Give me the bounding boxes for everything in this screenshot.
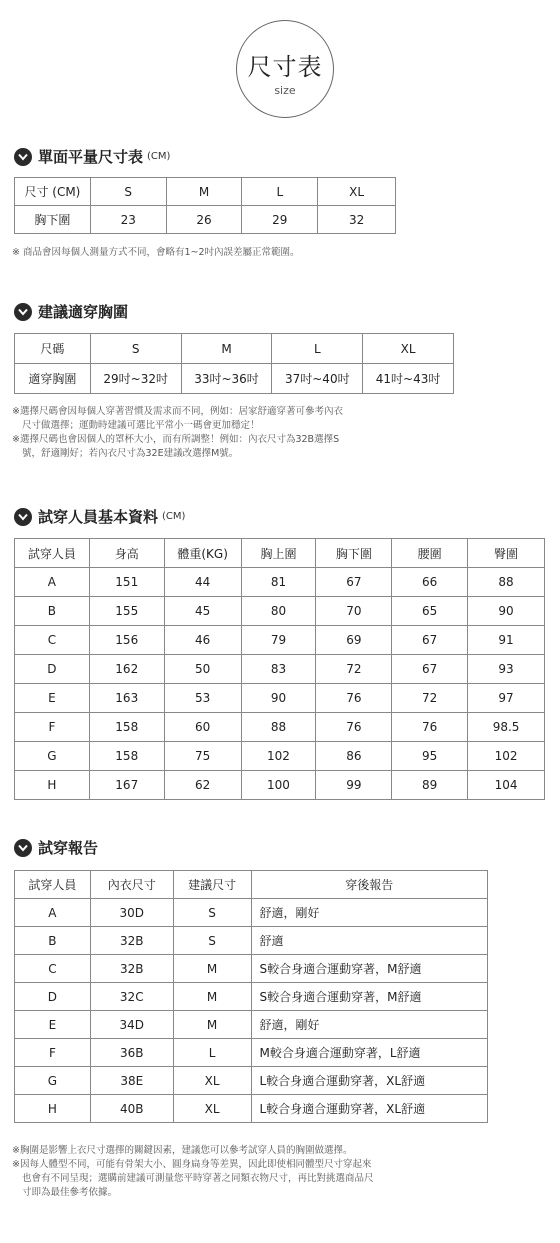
chevron-down-icon [14,508,32,526]
table-cell: 34D [90,1011,173,1039]
chevron-down-icon [14,839,32,857]
section1-note [12,246,300,260]
table-cell: 內衣尺寸 [90,871,173,899]
table-cell: S較合身適合運動穿著，M舒適 [251,983,488,1011]
table-cell: 99 [316,771,392,800]
table-cell: 70 [316,597,392,626]
table-cell: 67 [316,568,392,597]
table-cell: 81 [241,568,316,597]
table-cell: 88 [241,713,316,742]
table-row [15,684,545,713]
table-row [15,771,545,800]
table-cell: 90 [468,597,545,626]
note-line: 尺寸做選擇；運動時建議可選比平常小一碼會更加穩定！ [22,420,260,431]
table-cell: 30D [90,899,173,927]
table-cell: A [15,568,90,597]
table-cell: 46 [164,626,241,655]
recommended-bust-table [14,333,454,394]
section4-note [12,1144,374,1200]
table-cell: 60 [164,713,241,742]
table-cell: L [173,1039,251,1067]
table-cell: 86 [316,742,392,771]
table-row [15,1011,488,1039]
table-cell: 158 [89,742,164,771]
table-cell: 90 [241,684,316,713]
table-cell: L [272,334,363,364]
table-cell: S [173,899,251,927]
table-cell: 167 [89,771,164,800]
table-row [15,899,488,927]
table-cell: 23 [90,206,166,234]
table-cell: M [181,334,272,364]
note-line: 也會有不同呈現；選購前建議可測量您平時穿著之同類衣物尺寸，再比對挑選商品尺 [22,1173,374,1184]
note-line: ※胸圍是影響上衣尺寸選擇的關鍵因素，建議您可以參考試穿人員的胸圍做選擇。 [12,1145,353,1156]
size-header-badge [236,20,334,118]
table-cell: 舒適，剛好 [251,899,488,927]
table-row [15,983,488,1011]
table-cell: 尺寸 (CM) [15,178,91,206]
table-row [15,1067,488,1095]
page-title: 尺寸表 [247,53,323,81]
table-cell: M [173,1011,251,1039]
fit-report-table [14,870,488,1123]
table-cell: C [15,626,90,655]
table-cell: 45 [164,597,241,626]
table-cell: 62 [164,771,241,800]
table-cell: XL [363,334,454,364]
table-cell: 76 [392,713,468,742]
table-cell: 32B [90,955,173,983]
table-cell: 75 [164,742,241,771]
fit-model-table [14,538,545,800]
table-cell: L較合身適合運動穿著，XL舒適 [251,1095,488,1123]
table-cell: A [15,899,91,927]
chevron-down-icon [14,148,32,166]
table-cell: 試穿人員 [15,539,90,568]
table-row [15,597,545,626]
size-chart-table [14,177,396,234]
table-row [15,1095,488,1123]
table-cell: 40B [90,1095,173,1123]
table-cell: 97 [468,684,545,713]
table-cell: 102 [468,742,545,771]
table-row [15,334,454,364]
table-cell: 建議尺寸 [173,871,251,899]
table-cell: 體重(KG) [164,539,241,568]
table-cell: 身高 [89,539,164,568]
table-cell: XL [318,178,396,206]
table-cell: 29吋~32吋 [90,364,181,394]
page-subtitle: size [274,84,296,97]
table-cell: B [15,927,91,955]
note-line: 號，舒適剛好；若內衣尺寸為32E建議改選擇M號。 [22,448,239,459]
table-row [15,1039,488,1067]
chevron-down-icon [14,303,32,321]
table-cell: 臀圍 [468,539,545,568]
table-cell: 38E [90,1067,173,1095]
table-cell: 試穿人員 [15,871,91,899]
table-cell: D [15,655,90,684]
table-cell: 163 [89,684,164,713]
table-cell: H [15,1095,91,1123]
table-cell: 69 [316,626,392,655]
table-row [15,742,545,771]
table-cell: 37吋~40吋 [272,364,363,394]
table-cell: B [15,597,90,626]
table-cell: 104 [468,771,545,800]
table-cell: 76 [316,713,392,742]
table-cell: D [15,983,91,1011]
table-cell: M [173,955,251,983]
table-cell: 66 [392,568,468,597]
table-cell: 腰圍 [392,539,468,568]
table-row [15,364,454,394]
table-cell: 72 [316,655,392,684]
table-cell: 53 [164,684,241,713]
table-row [15,568,545,597]
table-cell: 44 [164,568,241,597]
table-cell: 67 [392,655,468,684]
table-cell: M [173,983,251,1011]
section4-title: 試穿報告 [14,837,98,858]
table-cell: 98.5 [468,713,545,742]
table-cell: 胸下圍 [316,539,392,568]
table-cell: 158 [89,713,164,742]
table-row [15,927,488,955]
table-cell: 29 [242,206,318,234]
table-cell: F [15,1039,91,1067]
section3-title: 試穿人員基本資料 (CM) [14,506,185,527]
table-cell: 155 [89,597,164,626]
table-cell: 80 [241,597,316,626]
table-row [15,871,488,899]
table-cell: 26 [166,206,242,234]
section1-title: 單面平量尺寸表 (CM) [14,146,170,167]
table-cell: G [15,742,90,771]
table-cell: 93 [468,655,545,684]
table-row [15,206,396,234]
note-line: ※選擇尺碼會因每個人穿著習慣及需求而不同，例如：居家舒適穿著可參考內衣 [12,406,343,417]
note-line: ※選擇尺碼也會因個人的罩杯大小，而有所調整！例如：內衣尺寸為32B選擇S [12,434,340,445]
table-cell: 79 [241,626,316,655]
table-cell: C [15,955,91,983]
table-cell: XL [173,1095,251,1123]
table-cell: 67 [392,626,468,655]
table-cell: H [15,771,90,800]
table-cell: S [90,334,181,364]
table-cell: 穿後報告 [251,871,488,899]
table-cell: XL [173,1067,251,1095]
table-cell: 41吋~43吋 [363,364,454,394]
note-line: ※因每人體型不同，可能有骨架大小、圓身扁身等差異，因此即使相同體型尺寸穿起來 [12,1159,372,1170]
note-line: ※ 商品會因每個人測量方式不同，會略有1~2吋內誤差屬正常範圍。 [12,247,300,258]
table-cell: E [15,684,90,713]
table-cell: 適穿胸圍 [15,364,91,394]
table-row [15,713,545,742]
table-cell: 33吋~36吋 [181,364,272,394]
note-line: 寸即為最佳參考依據。 [22,1187,118,1198]
table-cell: 32C [90,983,173,1011]
table-cell: L [242,178,318,206]
section2-note [12,405,343,461]
table-cell: E [15,1011,91,1039]
table-cell: 胸上圍 [241,539,316,568]
table-cell: S [173,927,251,955]
table-cell: 胸下圍 [15,206,91,234]
table-cell: M較合身適合運動穿著，L舒適 [251,1039,488,1067]
table-cell: 32 [318,206,396,234]
table-cell: 舒適，剛好 [251,1011,488,1039]
table-cell: 72 [392,684,468,713]
table-cell: L較合身適合運動穿著，XL舒適 [251,1067,488,1095]
table-cell: 88 [468,568,545,597]
table-cell: 89 [392,771,468,800]
table-cell: 83 [241,655,316,684]
table-cell: 76 [316,684,392,713]
table-cell: 50 [164,655,241,684]
table-row [15,655,545,684]
table-cell: 100 [241,771,316,800]
table-cell: 162 [89,655,164,684]
table-row [15,955,488,983]
table-cell: 151 [89,568,164,597]
table-cell: S [90,178,166,206]
table-row [15,626,545,655]
table-row [15,539,545,568]
table-cell: M [166,178,242,206]
table-cell: G [15,1067,91,1095]
table-cell: F [15,713,90,742]
table-cell: 36B [90,1039,173,1067]
table-cell: 65 [392,597,468,626]
table-cell: 102 [241,742,316,771]
section2-title: 建議適穿胸圍 [14,301,128,322]
table-cell: 91 [468,626,545,655]
table-cell: 32B [90,927,173,955]
table-row [15,178,396,206]
table-cell: 95 [392,742,468,771]
table-cell: 156 [89,626,164,655]
table-cell: 舒適 [251,927,488,955]
table-cell: 尺碼 [15,334,91,364]
table-cell: S較合身適合運動穿著，M舒適 [251,955,488,983]
